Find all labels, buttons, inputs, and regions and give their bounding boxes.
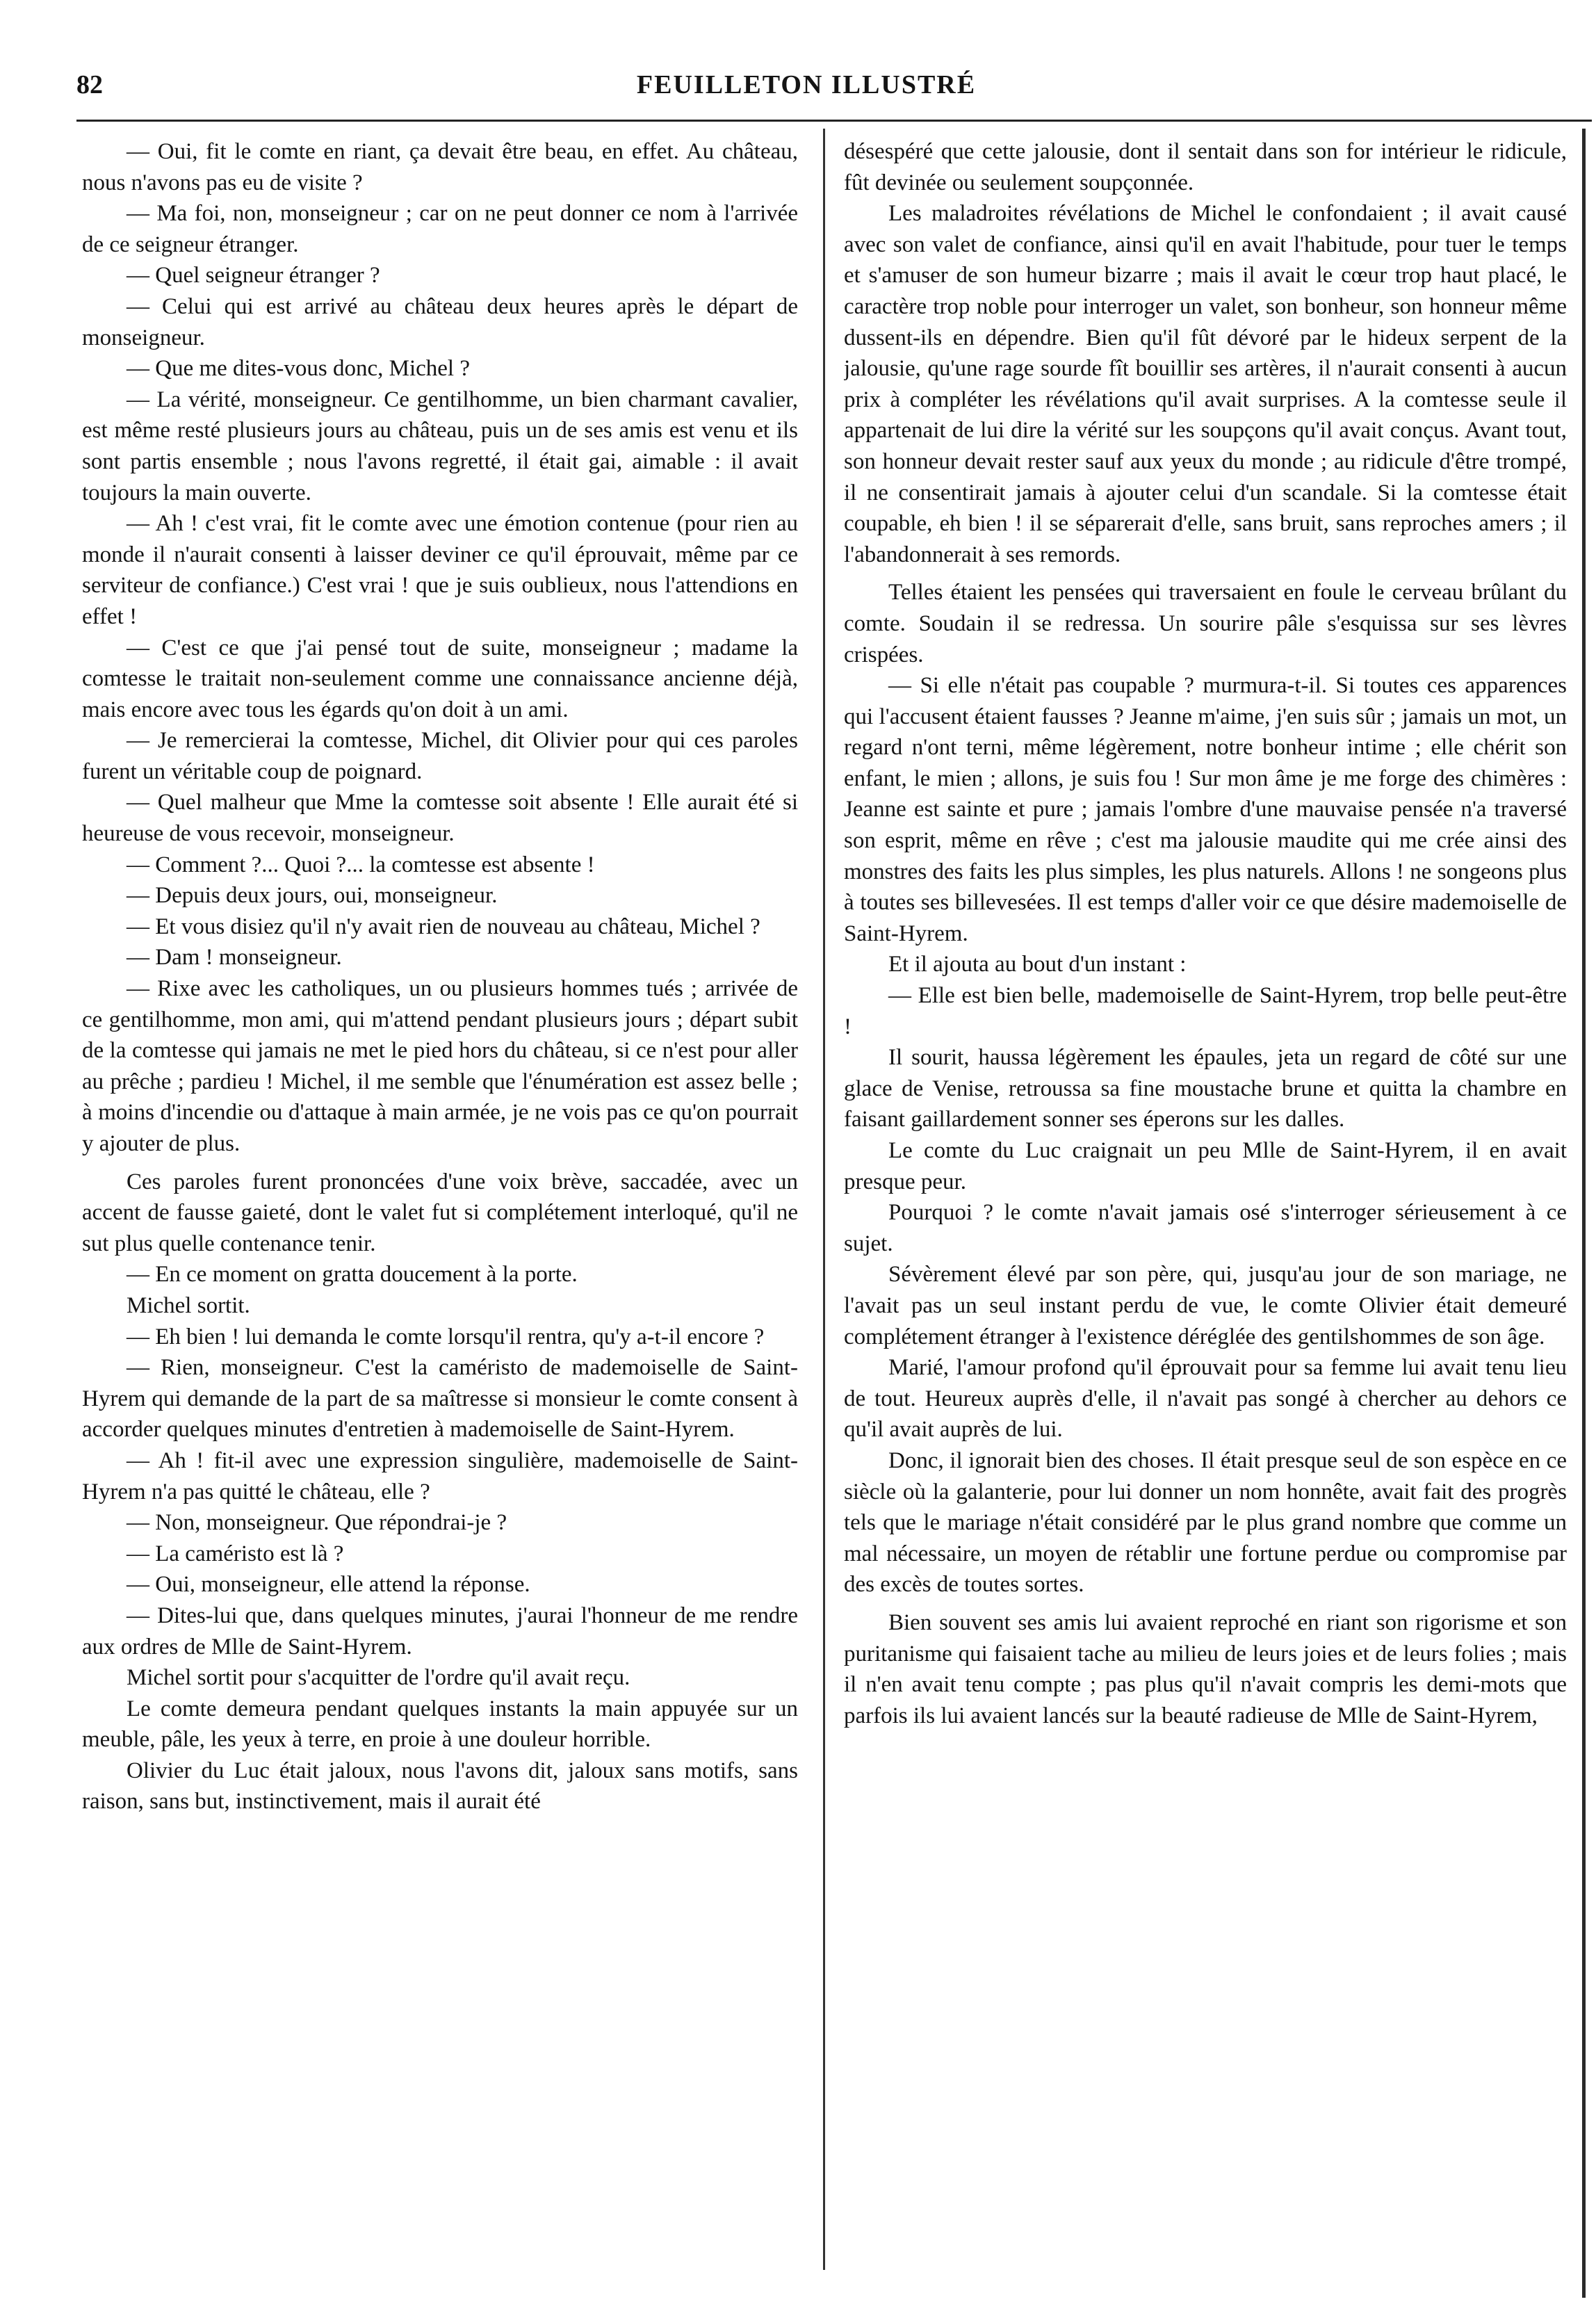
paragraph: — Quel malheur que Mme la comtesse soit absente ! Elle aurait été si heureuse de vous recevoir, monseigneur. — [82, 790, 798, 847]
running-title: FEUILLETON ILLUSTRÉ — [636, 70, 977, 99]
paragraph: désespéré que cette jalousie, dont il sentait dans son for intérieur le ridicule, fût devinée ou seulement soupçonnée. — [844, 139, 1567, 195]
paragraph: Michel sortit pour s'acquitter de l'ordre qu'il avait reçu. — [127, 1665, 630, 1691]
column-divider — [823, 129, 825, 2270]
paragraph: — Oui, monseigneur, elle attend la réponse. — [127, 1572, 530, 1598]
paragraph: Le comte demeura pendant quelques instants la main appuyée sur un meuble, pâle, les yeux à terre, en proie à une douleur horrible. — [82, 1696, 798, 1753]
paragraph: — Je remercierai la comtesse, Michel, dit Olivier pour qui ces paroles furent un véritable coup de poignard. — [82, 728, 798, 784]
paragraph: — Oui, fit le comte en riant, ça devait être beau, en effet. Au château, nous n'avons pas eu de visite ? — [82, 139, 798, 195]
paragraph: Olivier du Luc était jaloux, nous l'avons dit, jaloux sans motifs, sans raison, sans but, instinctivement, mais il aurait été — [82, 1758, 798, 1815]
paragraph: — C'est ce que j'ai pensé tout de suite, monseigneur ; madame la comtesse le traitait non-seulement comme une connaissance ancienne déjà, mais encore avec tous les égards qu'on doit à un ami. — [82, 635, 798, 722]
paragraph: Marié, l'amour profond qu'il éprouvait pour sa femme lui avait tenu lieu de tout. Heureux auprès d'elle, il n'avait pas songé à chercher au dehors ce qu'il avait auprès de lui. — [844, 1355, 1567, 1443]
right-column — [844, 136, 1567, 2298]
header-rule — [76, 120, 1592, 122]
paragraph: Sévèrement élevé par son père, qui, jusqu'au jour de son mariage, ne l'avait pas un seul instant perdu de vue, le comte Olivier était demeuré complétement étranger à l'existence déréglée des gentilshommes de son âge. — [844, 1262, 1567, 1349]
paragraph: — Que me dites-vous donc, Michel ? — [127, 356, 470, 382]
paragraph: — En ce moment on gratta doucement à la porte. — [127, 1262, 578, 1288]
paragraph: Et il ajouta au bout d'un instant : — [888, 952, 1187, 977]
paragraph: — Et vous disiez qu'il n'y avait rien de nouveau au château, Michel ? — [127, 914, 760, 939]
paragraph: — Depuis deux jours, oui, monseigneur. — [127, 883, 498, 909]
paragraph: Il sourit, haussa légèrement les épaules, jeta un regard de côté sur une glace de Venise, retroussa sa fine moustache brune et quitta la chambre en faisant gaillardement sonner ses éperons sur les dalles. — [844, 1045, 1567, 1133]
paragraph: Le comte du Luc craignait un peu Mlle de Saint-Hyrem, il en avait presque peur. — [844, 1138, 1567, 1194]
paragraph: — Non, monseigneur. Que répondrai-je ? — [127, 1510, 507, 1536]
paragraph: — Ma foi, non, monseigneur ; car on ne peut donner ce nom à l'arrivée de ce seigneur étranger. — [82, 201, 798, 257]
page-header — [76, 70, 1536, 111]
paragraph: — Celui qui est arrivé au château deux heures après le départ de monseigneur. — [82, 293, 798, 350]
paragraph: — Dites-lui que, dans quelques minutes, j'aurai l'honneur de me rendre aux ordres de Mlle de Saint-Hyrem. — [82, 1603, 798, 1660]
paragraph: — Eh bien ! lui demanda le comte lorsqu'il rentra, qu'y a-t-il encore ? — [127, 1324, 765, 1349]
paragraph: — Dam ! monseigneur. — [127, 945, 342, 971]
paragraph: Ces paroles furent prononcées d'une voix brève, saccadée, avec un accent de fausse gaieté, dont le valet fut si complétement interloqué, qu'il ne sut plus quelle contenance tenir. — [82, 1169, 798, 1256]
paragraph: — La vérité, monseigneur. Ce gentilhomme, un bien charmant cavalier, est même resté plusieurs jours au château, puis un de ses amis est venu et ils sont partis ensemble ; nous l'avons regretté, il était gai, aimable : il avait toujours la main ouverte. — [82, 387, 798, 505]
paragraph: Donc, il ignorait bien des choses. Il était presque seul de son espèce en ce siècle où la galanterie, pour lui donner un nom honnête, avait fait des progrès tels que le mariage n'était considéré par le plus grand nombre que comme un mal nécessaire, un moyen de rétablir une fortune perdue ou compromise par des excès de toutes sortes. — [844, 1447, 1567, 1598]
paragraph: Bien souvent ses amis lui avaient reproché en riant son rigorisme et son puritanisme qui faisaient tache au milieu de leurs joies et de leurs folies ; mais il n'en avait tenu compte ; pas plus qu'il n'avait compris les demi-mots que parfois ils lui avaient lancés sur la beauté radieuse de Mlle de Saint-Hyrem, — [844, 1609, 1567, 1728]
paragraph: Michel sortit. — [127, 1292, 250, 1318]
paragraph: — Ah ! fit-il avec une expression singulière, mademoiselle de Saint-Hyrem n'a pas quitté le château, elle ? — [82, 1447, 798, 1504]
paragraph: — Rixe avec les catholiques, un ou plusieurs hommes tués ; arrivée de ce gentilhomme, mon ami, qui m'attend pendant plusieurs jours ; départ subit de la comtesse qui jamais ne met le pied hors du château, si ce n'est pour aller au prêche ; pardieu ! Michel, il me semble que l'énumération est assez belle ; à moins d'incendie ou d'attaque à main armée, je ne vois pas ce qu'on pourrait y ajouter de plus. — [82, 976, 798, 1156]
left-column — [82, 136, 798, 2298]
paragraph: — Comment ?... Quoi ?... la comtesse est absente ! — [127, 852, 595, 877]
paragraph: — Elle est bien belle, mademoiselle de Saint-Hyrem, trop belle peut-être ! — [844, 983, 1567, 1039]
page-number: 82 — [76, 70, 103, 99]
page-edge-line — [1582, 129, 1586, 2298]
paragraph: — La caméristo est là ? — [127, 1541, 344, 1566]
paragraph: Telles étaient les pensées qui traversaient en foule le cerveau brûlant du comte. Soudain il se redressa. Un sourire pâle s'esquissa sur ses lèvres crispées. — [844, 580, 1567, 667]
paragraph: — Rien, monseigneur. C'est la caméristo de mademoiselle de Saint-Hyrem qui demande de la part de sa maîtresse si monsieur le comte consent à accorder quelques minutes d'entretien à mademoiselle de Saint-Hyrem. — [82, 1355, 798, 1443]
paragraph: — Ah ! c'est vrai, fit le comte avec une émotion contenue (pour rien au monde il n'aurait consenti à laisser deviner ce qu'il éprouvait, même par ce serviteur de confiance.) C'est vrai ! que je suis oublieux, nous l'attendions en effet ! — [82, 511, 798, 629]
paragraph: Les maladroites révélations de Michel le confondaient ; il avait causé avec son valet de confiance, ainsi qu'il en avait l'habitude, pour tuer le temps et s'amuser de son humeur bizarre ; mais il avait le cœur trop haut placé, le caractère trop noble pour interroger un valet, son bonheur, son honneur même dussent-ils en dépendre. Bien qu'il fût dévoré par le hideux serpent de la jalousie, qu'une rage sourde fît bouillir ses artères, il n'aurait consenti à aucun prix à compléter les révélations qu'il avait surprises. A la comtesse seule il appartenait de lui dire la vérité sur les soupçons qu'il avait conçus. Avant tout, son honneur devait rester sauf aux yeux du monde ; au ridicule d'être trompé, il ne consentirait jamais à ajouter celui d'un scandale. Si la comtesse était coupable, eh bien ! il se séparerait d'elle, sans bruit, sans reproches amers ; il l'abandonnerait à ses remords. — [844, 201, 1567, 567]
paragraph: — Si elle n'était pas coupable ? murmura-t-il. Si toutes ces apparences qui l'accusent étaient fausses ? Jeanne m'aime, j'en suis sûr ; jamais un mot, un regard n'ont terni, même légèrement, notre bonheur intime ; elle chérit son enfant, le mien ; allons, je suis fou ! Sur mon âme je me forge des chimères : Jeanne est sainte et pure ; jamais l'ombre d'une mauvaise pensée n'a traversé son esprit, même en rêve ; c'est ma jalousie maudite qui me crée ainsi des monstres des faits les plus simples, les plus naturels. Allons ! ne songeons plus à toutes ses billevesées. Il est temps d'aller voir ce que désire mademoiselle de Saint-Hyrem. — [844, 673, 1567, 946]
paragraph: Pourquoi ? le comte n'avait jamais osé s'interroger sérieusement à ce sujet. — [844, 1200, 1567, 1256]
paragraph: — Quel seigneur étranger ? — [127, 263, 380, 289]
